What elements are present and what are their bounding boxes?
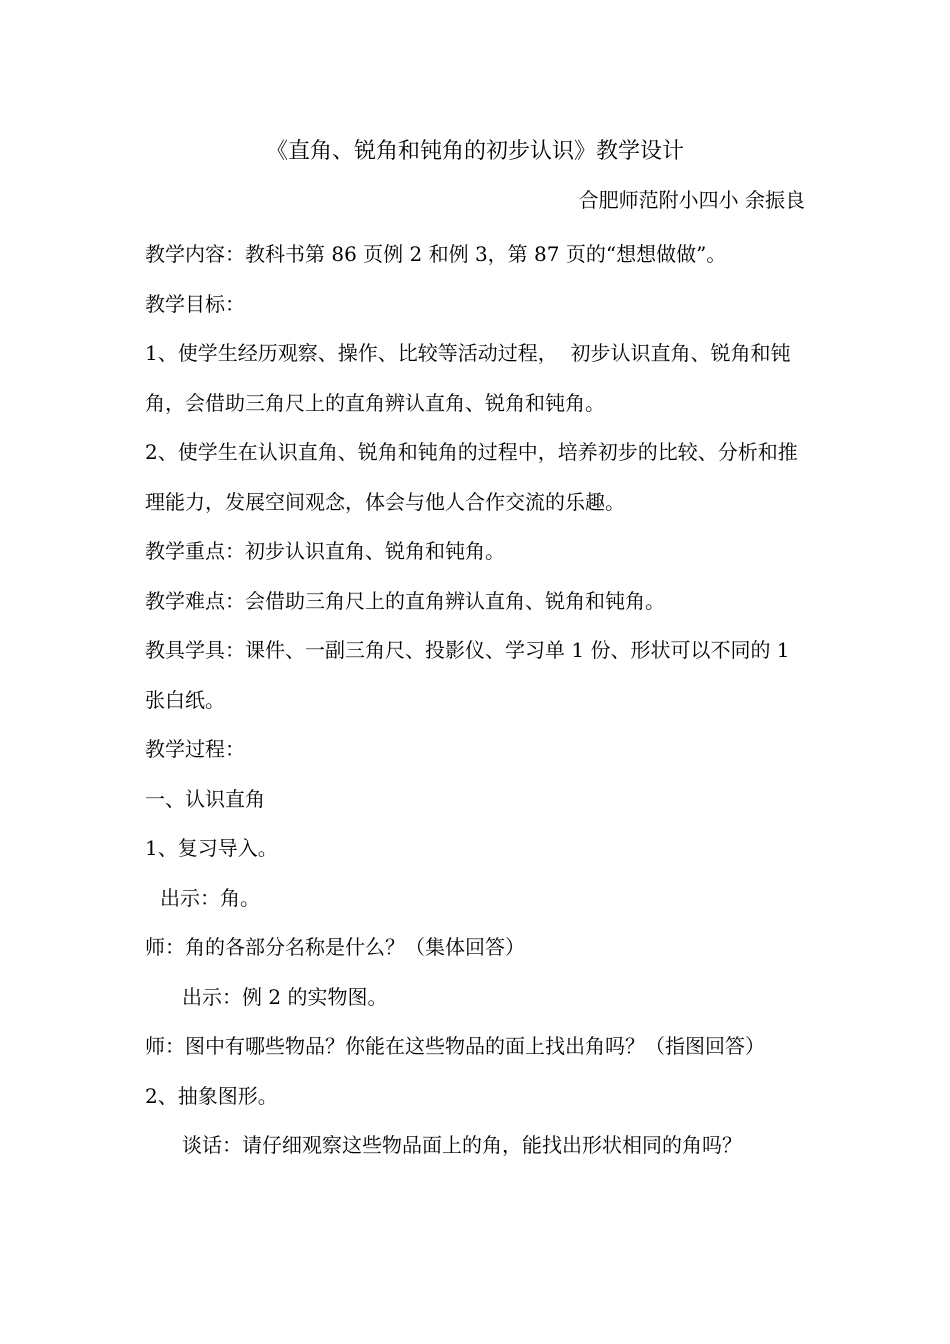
document-author: 合肥师范附小四小 余振良 <box>578 188 805 212</box>
paragraph-teaching-content: 教学内容：教科书第 86 页例 2 和例 3，第 87 页的“想想做做”。 <box>145 242 727 266</box>
paragraph-show-example: 出示：例 2 的实物图。 <box>182 984 388 1009</box>
paragraph-difficulty: 教学难点：会借助三角尺上的直角辨认直角、锐角和钝角。 <box>145 588 665 613</box>
paragraph-talk: 谈话：请仔细观察这些物品面上的角，能找出形状相同的角吗？ <box>182 1133 742 1157</box>
paragraph-objective-2: 2、使学生在认识直角、锐角和钝角的过程中，培养初步的比较、分析和推理能力，发展空间观念，体会与他人合作交流的乐趣。 <box>145 440 798 514</box>
document-title: 《直角、锐角和钝角的初步认识》教学设计 <box>265 139 684 164</box>
paragraph-teacher-question-1: 师：角的各部分名称是什么？（集体回答） <box>145 935 525 959</box>
paragraph-objective-1: 1、使学生经历观察、操作、比较等活动过程， 初步认识直角、锐角和钝角，会借助三角尺上的直角辨认直角、锐角和钝角。 <box>145 341 791 415</box>
paragraph-objectives-heading: 教学目标： <box>145 291 245 316</box>
paragraph-teacher-question-2: 师：图中有哪些物品？你能在这些物品的面上找出角吗？（指图回答） <box>145 1034 765 1058</box>
paragraph-review: 1、复习导入。 <box>145 836 278 860</box>
paragraph-materials: 教具学具：课件、一副三角尺、投影仪、学习单 1 份、形状可以不同的 1 张白纸。 <box>145 638 796 712</box>
paragraph-key-point: 教学重点：初步认识直角、锐角和钝角。 <box>145 539 505 563</box>
paragraph-process-heading: 教学过程： <box>145 737 245 761</box>
paragraph-abstract-shapes: 2、抽象图形。 <box>145 1083 278 1108</box>
paragraph-show-angle: 出示：角。 <box>160 885 260 910</box>
section-heading-right-angle: 一、认识直角 <box>145 786 265 811</box>
document-body <box>145 230 805 1171</box>
